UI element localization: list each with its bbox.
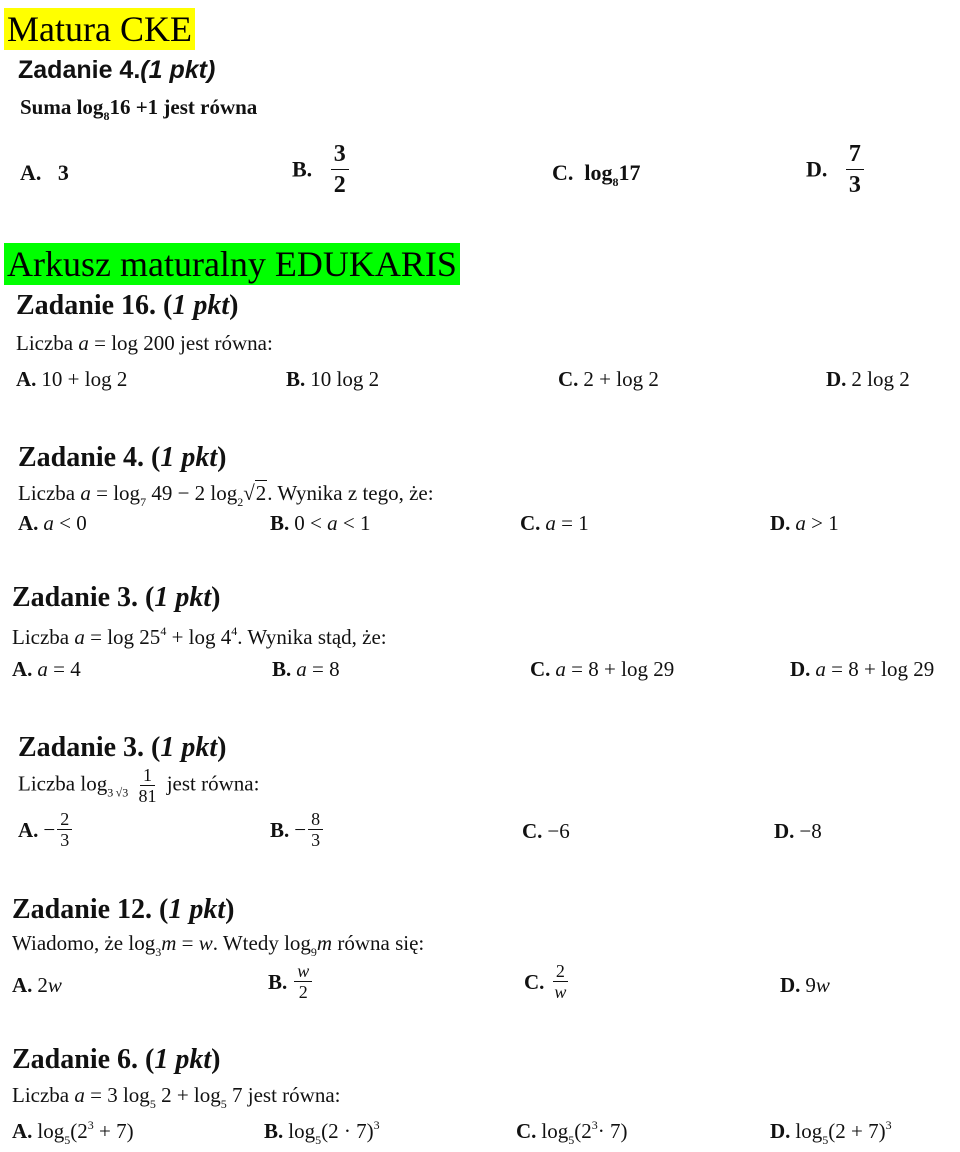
zadanie-3a-option-c: C. a = 8 + log 29 xyxy=(530,657,675,681)
edukaris-heading: Arkusz maturalny EDUKARIS xyxy=(4,243,460,285)
zadanie-16-option-c: C. 2 + log 2 xyxy=(558,367,659,391)
zadanie-16-option-a: A. 10 + log 2 xyxy=(16,367,128,391)
matura-cke-heading: Matura CKE xyxy=(4,8,195,50)
zadanie-3b-option-b: B. − $\frac{8}{3}$ xyxy=(270,810,325,849)
zadanie-12-option-d: D. 9w xyxy=(780,973,830,997)
zadanie-3b-title: Zadanie 3. (1 pkt) xyxy=(18,732,227,763)
cke-option-a: A. 3 xyxy=(20,160,69,185)
zadanie-12-option-a: A. 2w xyxy=(12,973,62,997)
zadanie-16-question: Liczba a = log 200 jest równa: xyxy=(16,331,273,355)
zadanie-3a-question: Liczba $a = \log 25^4 + \log 4^4$. Wynika stąd, że: xyxy=(12,624,387,649)
zadanie-16-title: Zadanie 16. (1 pkt) xyxy=(16,290,239,321)
zadanie-6-option-a: A. $\log_5(2^3 + 7)$ xyxy=(12,1118,134,1147)
zadanie-4-title: Zadanie 4. (1 pkt) xyxy=(18,442,227,473)
cke-option-c: C. $\log_817$ xyxy=(552,160,641,189)
zadanie-3b-option-c: C. −6 xyxy=(522,819,570,843)
zadanie-4-option-a: A. a < 0 xyxy=(18,511,87,535)
zadanie-16-option-d: D. 2 log 2 xyxy=(826,367,910,391)
zadanie-12-option-c: C. $\frac{2}{w}$ xyxy=(524,961,567,1002)
zadanie-4-question: Liczba $a = \log_7 49 - 2$ $\log_2√2$. Wynika z tego, że: xyxy=(18,481,434,509)
cke-option-b: B. $\frac{3}{2}$ xyxy=(292,142,351,197)
zadanie-3b-option-d: D. −8 xyxy=(774,819,822,843)
cke-task-title: Zadanie 4.(1 pkt) xyxy=(18,56,216,84)
zadanie-6-option-d: D. $\log_5(2 + 7)^3$ xyxy=(770,1118,892,1147)
zadanie-6-option-c: C. $\log_5(2^3\cdot 7)$ xyxy=(516,1118,628,1147)
cke-option-d: D. $\frac{7}{3}$ xyxy=(806,142,866,197)
zadanie-6-title: Zadanie 6. (1 pkt) xyxy=(12,1044,221,1075)
zadanie-6-option-b: B. $\log_5(2 \cdot 7)^3$ xyxy=(264,1118,380,1147)
zadanie-4-option-d: D. a > 1 xyxy=(770,511,839,535)
cke-task-question: Suma $\log_816 +1$ jest równa xyxy=(20,95,258,123)
zadanie-12-option-b: B. $\frac{w}{2}$ xyxy=(268,962,314,1001)
zadanie-12-question: Wiadomo, że $\log_3m = w$. Wtedy $\log_9m$ równa się: xyxy=(12,931,425,959)
zadanie-3a-option-d: D. a = 8 + log 29 xyxy=(790,657,935,681)
zadanie-3b-option-a: A. − $\frac{2}{3}$ xyxy=(18,810,74,849)
zadanie-12-title: Zadanie 12. (1 pkt) xyxy=(12,894,235,925)
zadanie-3a-option-a: A. a = 4 xyxy=(12,657,81,681)
zadanie-3b-question: Liczba $\log_{3 √3}$ $\frac{1}{81}$ jest równa: xyxy=(18,765,260,806)
zadanie-4-option-b: B. 0 < a < 1 xyxy=(270,511,371,535)
zadanie-16-option-b: B. 10 log 2 xyxy=(286,367,380,391)
zadanie-6-question: Liczba a = 3 $\log_5 2 + \log_5 7$ jest równa: xyxy=(12,1083,341,1111)
zadanie-3a-option-b: B. a = 8 xyxy=(272,657,340,681)
zadanie-4-option-c: C. a = 1 xyxy=(520,511,589,535)
zadanie-3a-title: Zadanie 3. (1 pkt) xyxy=(12,582,221,613)
